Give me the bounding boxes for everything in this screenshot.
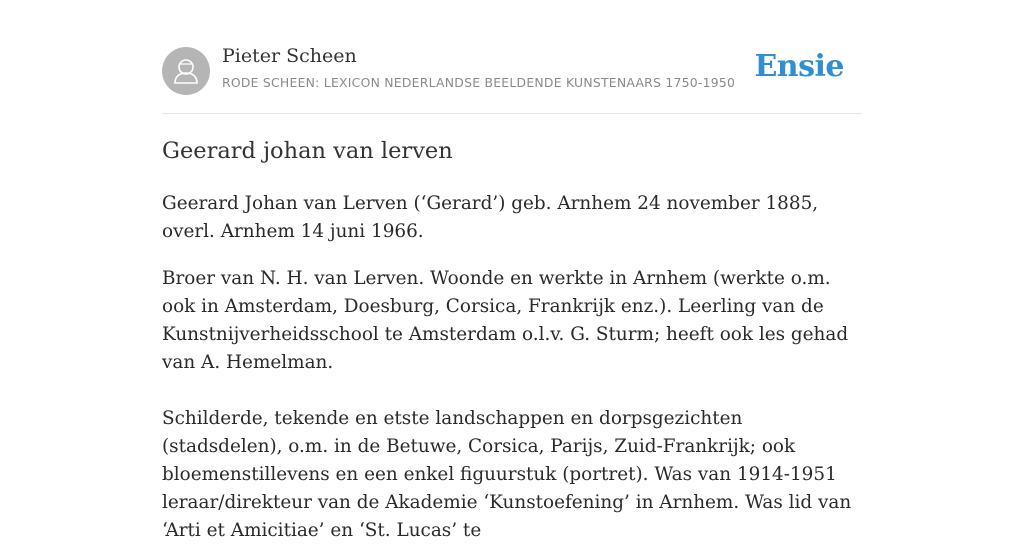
article-paragraph-3: Schilderde, tekende en etste landschappen en dorpsgezichten (stadsdelen), o.m. in de Betuwe, Corsica, Parijs, Zuid-Frankrijk; ook bloemenstillevens en een enkel figuurstuk (portret). Was van 1914-1951 leraar/direkteur van de Akademie ‘Kunstoefening’ in Arnhem. Was lid van ‘Arti et Amicitiae’ en ‘St. Lucas’ te bbox=[162, 408, 852, 541]
author-name[interactable]: Pieter Scheen bbox=[222, 45, 357, 67]
author-avatar[interactable] bbox=[162, 47, 210, 95]
article-paragraph-2: Broer van N. H. van Lerven. Woonde en werkte in Arnhem (werkte o.m. ook in Amsterdam, Doesburg, Corsica, Frankrijk enz.). Leerling van de Kunstnijverheidsschool te Amsterdam o.l.v. G. Sturm; heeft ook les gehad van A. Hemelman. bbox=[162, 268, 849, 373]
article-paragraph-1: Geerard Johan van Lerven (‘Gerard’) geb. Arnhem 24 november 1885, overl. Arnhem 14 juni 1966. bbox=[162, 193, 819, 242]
article-header bbox=[162, 0, 862, 114]
ensie-logo[interactable]: Ensie bbox=[754, 49, 844, 84]
page-container bbox=[162, 0, 862, 541]
source-label[interactable]: RODE SCHEEN: LEXICON NEDERLANDSE BEELDENDE KUNSTENAARS 1750-1950 bbox=[222, 75, 736, 90]
user-silhouette-icon bbox=[162, 47, 210, 95]
article-title: Geerard johan van lerven bbox=[162, 138, 453, 164]
